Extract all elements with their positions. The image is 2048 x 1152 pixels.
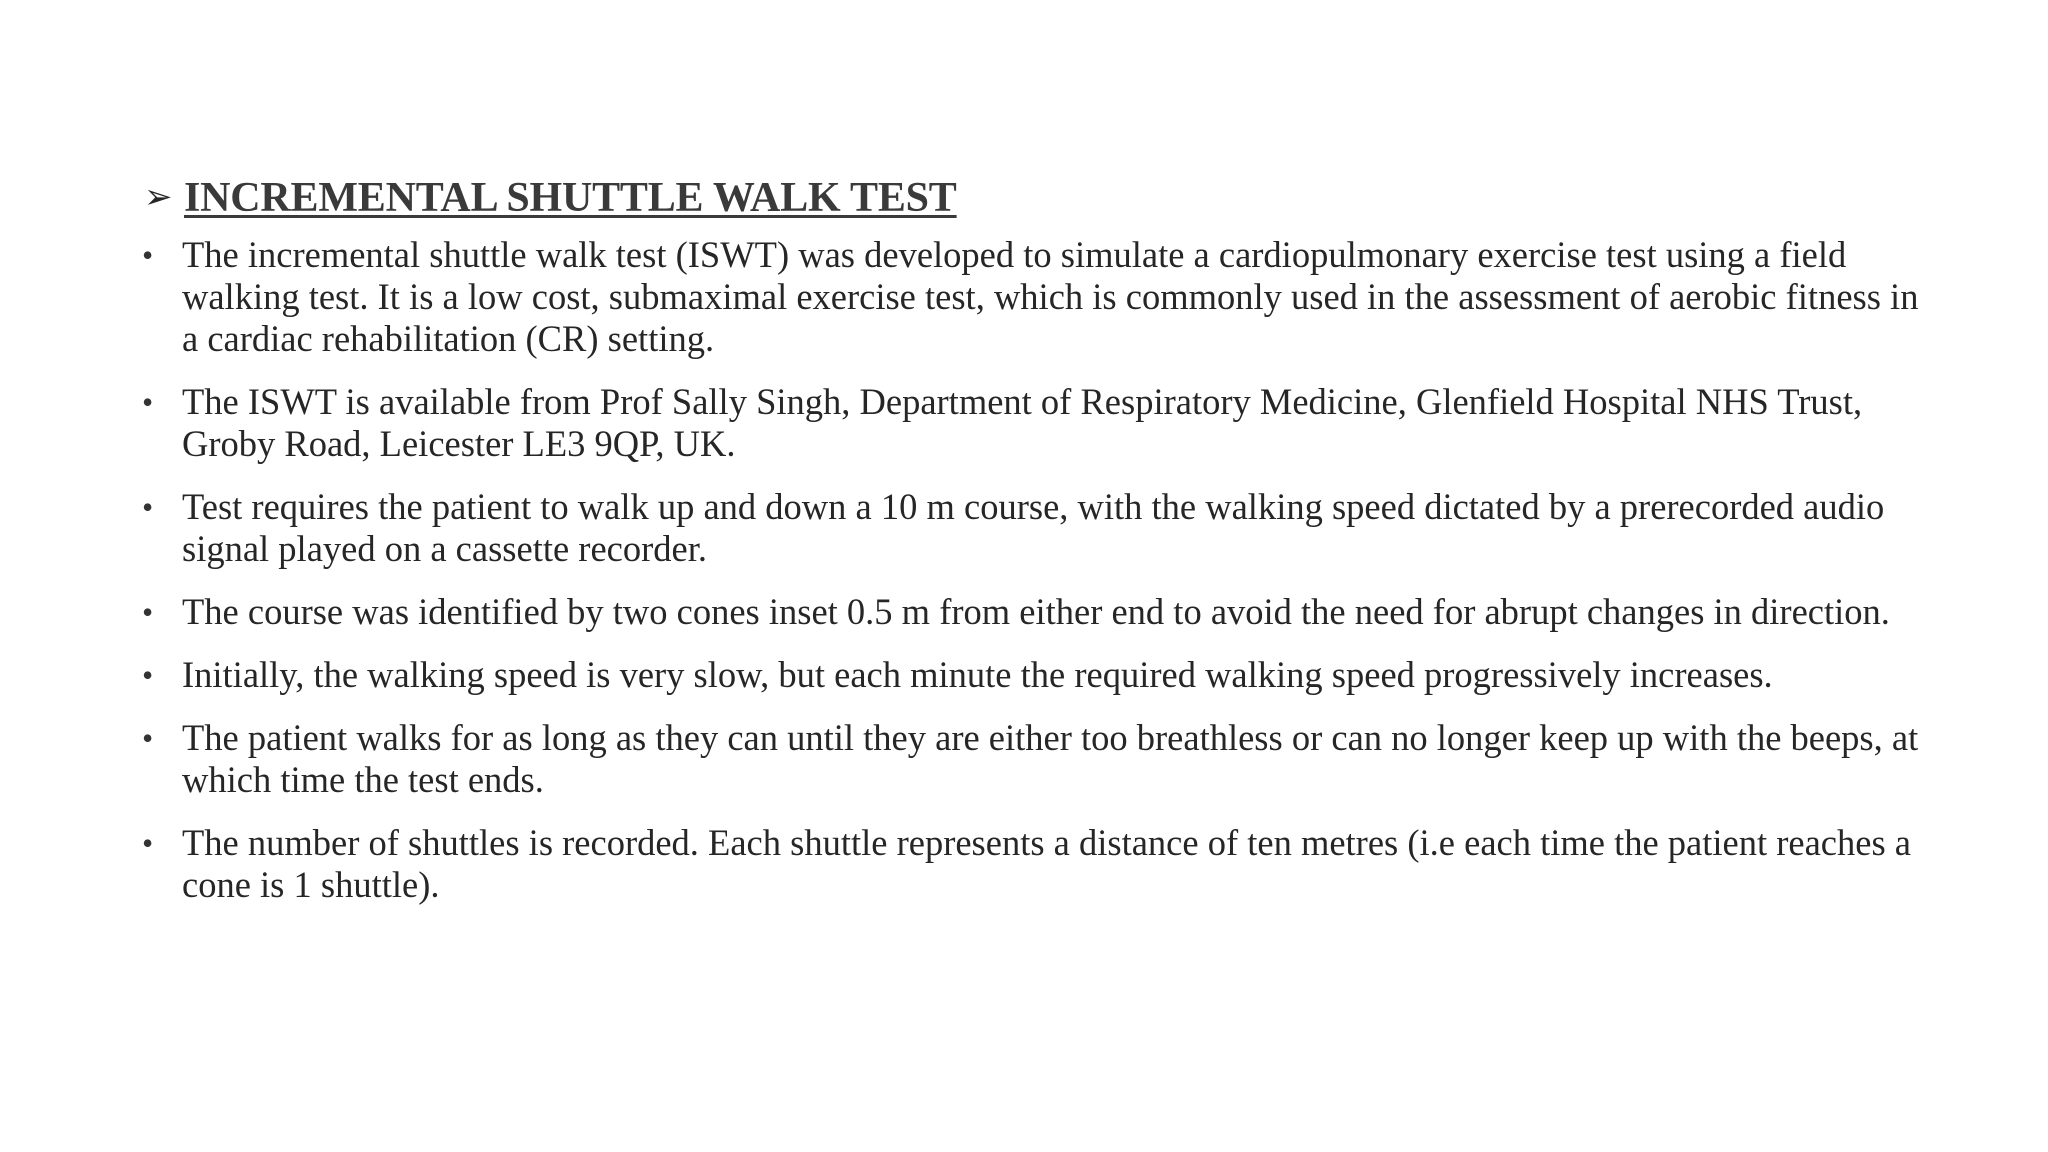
bullet-dot-icon: •	[142, 825, 154, 861]
bullet-dot-icon: •	[142, 489, 154, 525]
bullet-dot-icon: •	[142, 657, 154, 693]
bullet-text: Test requires the patient to walk up and down a 10 m course, with the walking speed dictated by a prerecorded audio signal played on a cassette recorder.	[182, 486, 1885, 569]
bullet-text: The course was identified by two cones inset 0.5 m from either end to avoid the need for abrupt changes in direction.	[182, 591, 1890, 632]
bullet-item	[142, 381, 1922, 465]
bullet-item	[142, 717, 1922, 801]
section-heading	[142, 172, 1922, 224]
heading-title: INCREMENTAL SHUTTLE WALK TEST	[184, 175, 957, 221]
slide-content	[142, 172, 1922, 927]
bullet-item	[142, 654, 1922, 696]
bullet-item	[142, 822, 1922, 906]
bullet-item	[142, 591, 1922, 633]
bullet-dot-icon: •	[142, 384, 154, 420]
bullet-dot-icon: •	[142, 720, 154, 756]
bullet-item	[142, 234, 1922, 360]
arrow-bullet-icon: ➢	[144, 179, 173, 216]
bullet-text: The incremental shuttle walk test (ISWT) was developed to simulate a cardiopulmonary exercise test using a field walking test. It is a low cost, submaximal exercise test, which is commonly used in the assessment of aerobic fitness in a cardiac rehabilitation (CR) setting.	[182, 234, 1919, 359]
bullet-text: Initially, the walking speed is very slow, but each minute the required walking speed progressively increases.	[182, 654, 1773, 695]
bullet-list	[142, 234, 1922, 906]
bullet-item	[142, 486, 1922, 570]
bullet-text: The ISWT is available from Prof Sally Singh, Department of Respiratory Medicine, Glenfield Hospital NHS Trust, Groby Road, Leicester LE3 9QP, UK.	[182, 381, 1863, 464]
bullet-dot-icon: •	[142, 237, 154, 273]
bullet-text: The number of shuttles is recorded. Each shuttle represents a distance of ten metres (i.e each time the patient reaches a cone is 1 shuttle).	[182, 822, 1911, 905]
bullet-text: The patient walks for as long as they can until they are either too breathless or can no longer keep up with the beeps, at which time the test ends.	[182, 717, 1919, 800]
bullet-dot-icon: •	[142, 594, 154, 630]
